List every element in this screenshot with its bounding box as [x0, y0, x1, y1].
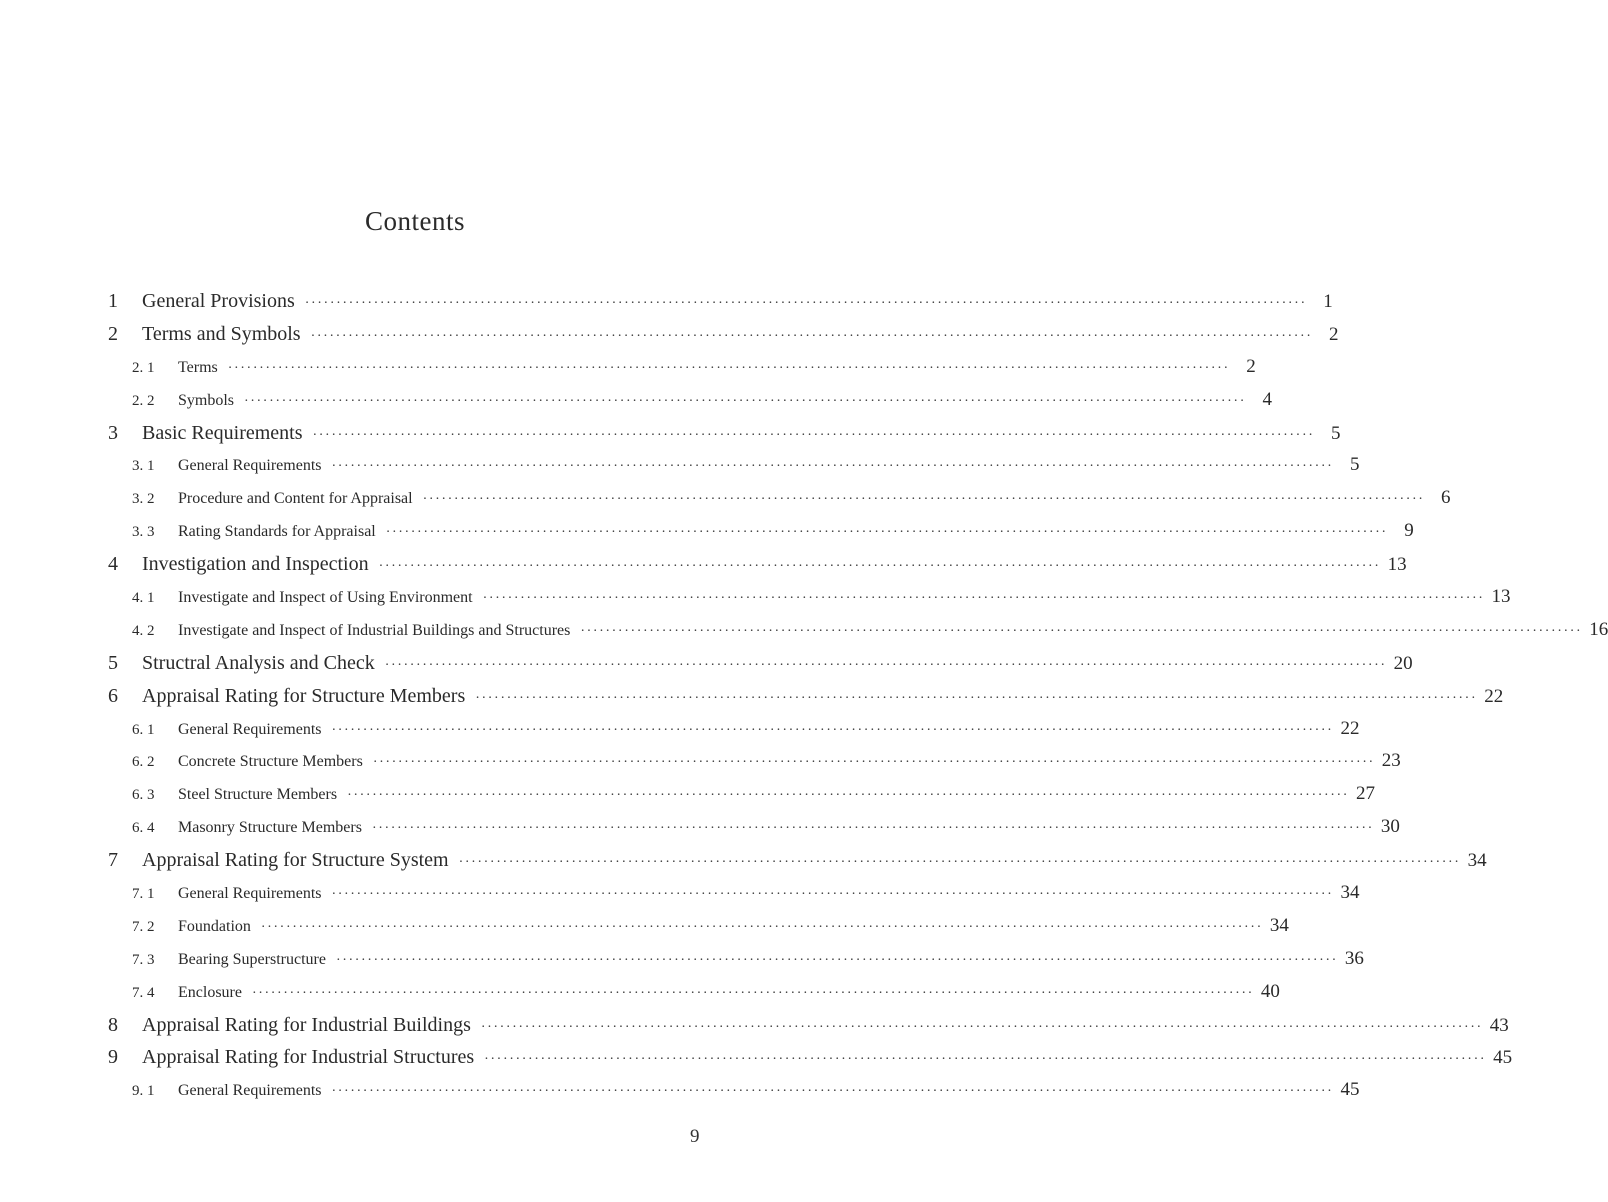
toc-chapter-entry[interactable]	[108, 421, 1341, 455]
dot-leader: ································································································································································	[378, 559, 1381, 575]
toc-entry-page: 30	[1380, 816, 1400, 838]
toc-entry-title: Appraisal Rating for Industrial Buildings	[142, 1013, 471, 1036]
toc-entry-number: 9. 1	[132, 1083, 155, 1100]
dot-leader: ································································································································································	[484, 1052, 1487, 1068]
toc-entry-number: 3	[108, 421, 118, 444]
toc-section-entry[interactable]	[108, 980, 1280, 1014]
dot-leader: ································································································································································	[482, 591, 1485, 607]
toc-entry-page: 16	[1589, 618, 1608, 640]
dot-leader: ································································································································································	[251, 985, 1254, 1001]
toc-entry-title: Steel Structure Members	[178, 786, 338, 804]
toc-entry-page: 34	[1269, 914, 1289, 936]
toc-entry-page: 22	[1340, 717, 1360, 739]
toc-section-entry[interactable]	[108, 750, 1401, 783]
dot-leader: ································································································································································	[347, 788, 1350, 804]
toc-section-entry[interactable]	[108, 882, 1360, 915]
toc-section-entry[interactable]	[108, 487, 1451, 520]
toc-chapter-entry[interactable]	[108, 1046, 1513, 1079]
dot-leader: ································································································································································	[422, 492, 1425, 508]
dot-leader: ································································································································································	[372, 755, 1375, 771]
toc-section-entry[interactable]	[108, 355, 1256, 389]
toc-entry-page: 22	[1484, 685, 1504, 707]
toc-section-entry[interactable]	[108, 947, 1364, 981]
toc-section-entry[interactable]	[108, 816, 1400, 849]
toc-entry-page: 5	[1330, 422, 1341, 444]
toc-entry-page: 43	[1489, 1014, 1509, 1036]
toc-entry-number: 3. 1	[132, 458, 155, 475]
toc-entry-page: 13	[1491, 586, 1511, 608]
toc-entry-page: 9	[1404, 520, 1414, 542]
toc-entry-number: 2. 2	[132, 392, 155, 409]
toc-entry-title: Symbols	[178, 391, 235, 409]
toc-entry-title: Appraisal Rating for Structure Members	[142, 684, 466, 707]
toc-chapter-entry[interactable]	[108, 684, 1504, 718]
toc-entry-title: Terms	[178, 358, 218, 376]
toc-entry-number: 7. 3	[132, 951, 155, 968]
toc-entry-title: Investigation and Inspection	[142, 553, 369, 576]
toc-entry-page: 2	[1329, 323, 1339, 345]
toc-entry-title: General Provisions	[142, 290, 295, 312]
toc-entry-title: Appraisal Rating for Industrial Structures	[142, 1046, 475, 1069]
toc-chapter-entry[interactable]	[108, 553, 1407, 586]
toc-entry-number: 1	[108, 290, 118, 312]
toc-entry-title: Investigate and Inspect of Industrial Buildings and Structures	[178, 621, 571, 639]
toc-entry-page: 40	[1260, 980, 1280, 1002]
toc-entry-title: Foundation	[178, 917, 251, 935]
toc-entry-page: 2	[1246, 355, 1256, 377]
toc-entry-page: 27	[1356, 783, 1376, 805]
dot-leader: ································································································································································	[244, 393, 1246, 409]
toc-entry-title: Concrete Structure Members	[178, 753, 363, 771]
toc-entry-page: 45	[1493, 1047, 1513, 1069]
toc-entry-title: Masonry Structure Members	[178, 819, 362, 837]
toc-entry-title: General Requirements	[178, 457, 322, 475]
toc-entry-title: Investigate and Inspect of Using Environment	[178, 589, 473, 607]
toc-chapter-entry[interactable]	[108, 1013, 1509, 1047]
toc-entry-page: 34	[1467, 850, 1487, 872]
toc-section-entry[interactable]	[108, 914, 1289, 948]
dot-leader: ································································································································································	[335, 952, 1338, 968]
toc-entry-title: Terms and Symbols	[142, 322, 301, 345]
toc-entry-number: 7	[108, 849, 118, 872]
dot-leader: ································································································································································	[331, 722, 1334, 738]
toc-chapter-entry[interactable]	[108, 322, 1339, 356]
toc-section-entry[interactable]	[108, 783, 1376, 816]
toc-entry-number: 3. 3	[132, 524, 155, 541]
dot-leader: ································································································································································	[385, 525, 1388, 541]
toc-entry-title: General Requirements	[178, 885, 322, 903]
toc-section-entry[interactable]	[108, 586, 1511, 619]
toc-entry-number: 2	[108, 322, 118, 345]
dot-leader: ································································································································································	[384, 657, 1387, 673]
toc-entry-title: Structral Analysis and Check	[142, 651, 375, 674]
toc-entry-title: Enclosure	[178, 983, 242, 1001]
dot-leader: ································································································································································	[580, 623, 1583, 639]
toc-entry-number: 6	[108, 684, 118, 707]
toc-entry-number: 2. 1	[132, 359, 155, 376]
dot-leader: ································································································································································	[227, 360, 1230, 376]
dot-leader: ································································································································································	[475, 690, 1478, 706]
toc-entry-page: 5	[1349, 454, 1360, 476]
toc-entry-number: 6. 2	[132, 754, 155, 771]
dot-leader: ································································································································································	[312, 427, 1315, 443]
toc-entry-number: 7. 2	[132, 918, 155, 935]
dot-leader: ································································································································································	[480, 1019, 1483, 1035]
toc-section-entry[interactable]	[108, 454, 1360, 487]
toc-entry-title: Rating Standards for Appraisal	[178, 523, 376, 541]
toc-section-entry[interactable]	[108, 520, 1414, 553]
dot-leader: ································································································································································	[260, 919, 1263, 935]
toc-entry-title: Procedure and Content for Appraisal	[178, 490, 413, 508]
toc-entry-number: 9	[108, 1046, 118, 1069]
toc-entry-number: 6. 4	[132, 820, 155, 837]
toc-section-entry[interactable]	[108, 388, 1272, 422]
toc-entry-number: 8	[108, 1013, 118, 1036]
toc-entry-number: 3. 2	[132, 491, 155, 508]
table-of-contents	[108, 290, 1608, 1112]
toc-entry-title: Appraisal Rating for Structure System	[142, 849, 449, 872]
toc-entry-page: 13	[1387, 554, 1407, 576]
toc-entry-title: Basic Requirements	[142, 421, 303, 444]
toc-chapter-entry[interactable]	[108, 651, 1413, 685]
toc-entry-number: 5	[108, 651, 118, 674]
toc-section-entry[interactable]	[108, 717, 1360, 751]
toc-entry-title: General Requirements	[178, 1082, 322, 1100]
toc-entry-page: 6	[1441, 487, 1451, 509]
toc-entry-title: Bearing Superstructure	[178, 950, 326, 968]
toc-entry-page: 20	[1393, 652, 1413, 674]
toc-entry-page: 36	[1344, 947, 1364, 969]
toc-entry-number: 6. 3	[132, 787, 155, 804]
toc-entry-number: 6. 1	[132, 721, 155, 738]
dot-leader: ································································································································································	[331, 459, 1334, 475]
toc-entry-title: General Requirements	[178, 720, 322, 738]
toc-entry-page: 1	[1323, 291, 1333, 312]
page-number: 9	[690, 1126, 700, 1147]
toc-entry-number: 7. 4	[132, 984, 155, 1001]
dot-leader: ································································································································································	[371, 821, 1374, 837]
page-title: Contents	[364, 206, 465, 236]
toc-entry-number: 4	[108, 553, 118, 576]
toc-chapter-entry[interactable]	[108, 290, 1333, 323]
dot-leader: ································································································································································	[458, 855, 1461, 871]
toc-entry-number: 4. 1	[132, 590, 155, 607]
dot-leader: ································································································································································	[331, 887, 1334, 903]
toc-entry-page: 34	[1340, 882, 1360, 904]
dot-leader: ································································································································································	[310, 328, 1313, 344]
toc-entry-page: 45	[1340, 1079, 1360, 1101]
dot-leader: ································································································································································	[331, 1084, 1334, 1100]
toc-section-entry[interactable]	[108, 618, 1608, 652]
toc-section-entry[interactable]	[108, 1079, 1360, 1112]
toc-entry-number: 7. 1	[132, 886, 155, 903]
toc-entry-page: 23	[1381, 750, 1401, 772]
toc-entry-number: 4. 2	[132, 622, 155, 639]
dot-leader: ································································································································································	[304, 296, 1307, 311]
toc-chapter-entry[interactable]	[108, 849, 1487, 882]
toc-entry-page: 4	[1262, 388, 1272, 410]
